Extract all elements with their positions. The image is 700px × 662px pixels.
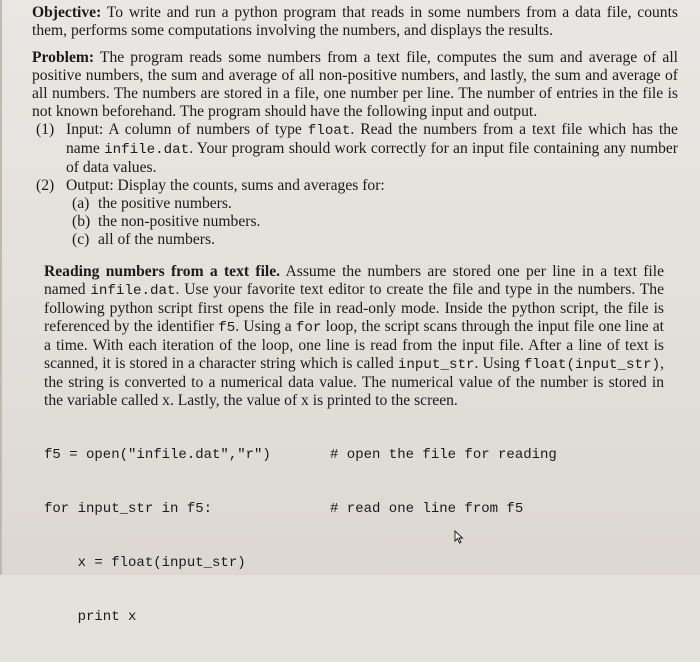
sublist-number: (c) <box>72 231 90 248</box>
requirements-list <box>32 121 678 249</box>
code-text: f5 = open("infile.dat","r") <box>44 447 271 463</box>
code-for: for <box>295 320 322 336</box>
objective-paragraph <box>32 4 678 40</box>
input-text-post: . Your program should work correctly for an input file containing any number of data values. <box>66 140 678 176</box>
code-line <box>44 554 678 572</box>
mouse-cursor-icon <box>454 530 464 544</box>
reading-paragraph <box>32 263 678 410</box>
problem-paragraph <box>32 49 678 121</box>
input-text-mid: . Read the numbers from a text file which has the name <box>66 121 678 157</box>
reading-text: . Using a <box>235 318 296 335</box>
input-text: Input: A column of numbers of type <box>66 121 308 138</box>
list-item-output <box>32 177 678 195</box>
sublist-text: all of the numbers. <box>98 231 215 248</box>
code-text: for input_str in f5: <box>44 501 213 517</box>
list-item <box>66 195 678 213</box>
code-block <box>32 410 678 662</box>
code-text: print x <box>44 609 137 625</box>
reading-text: . Using <box>474 355 524 372</box>
problem-label: Problem: <box>32 49 95 66</box>
code-line <box>44 446 678 464</box>
list-item <box>66 231 678 249</box>
sublist-text: the non-positive numbers. <box>98 213 261 230</box>
code-line <box>44 500 678 518</box>
list-item-input <box>32 121 678 177</box>
code-float-call: float(input_str) <box>523 357 661 373</box>
code-f5: f5 <box>218 320 236 336</box>
objective-text: To write and run a python program that reads in some numbers from a data file, counts them, performs some computations involving the numbers, and displays the results. <box>32 4 678 39</box>
output-sublist <box>66 195 678 249</box>
code-infile: infile.dat <box>104 142 190 158</box>
code-input-str: input_str <box>397 357 475 373</box>
sublist-number: (b) <box>72 213 91 230</box>
reading-label: Reading numbers from a text file. <box>44 263 281 280</box>
problem-text: The program reads some numbers from a text file, computes the sum and average of all positive numbers, the sum and average of all non-positive numbers, and lastly, the sum and average of all numbers. The numbers are stored in a file, one number per line. The number of entries in the file is not known beforehand. The program should have the following input and output. <box>32 49 678 120</box>
code-text: x = float(input_str) <box>44 555 246 571</box>
code-comment: # read one line from f5 <box>330 501 524 517</box>
output-text: Output: Display the counts, sums and averages for: <box>66 177 385 194</box>
reading-text: loop, the script scans through the input file one line at a time. With each iteration of the loop, one line is read from the input file. After a line of text is scanned, it is stored in a character string which is called <box>44 318 664 372</box>
sublist-number: (a) <box>72 195 90 212</box>
list-item-number: (1) <box>36 121 55 138</box>
sublist-text: the positive numbers. <box>98 195 232 212</box>
code-comment: # open the file for reading <box>330 447 557 463</box>
list-item-number: (2) <box>36 177 55 194</box>
reading-text: Assume the numbers are stored one per line in a text file named <box>44 263 664 298</box>
reading-text: . Use your favorite text editor to create the file and type in the numbers. The following python script first opens the file in read-only mode. Inside the python script, the file is referenced by the identifier <box>44 281 664 335</box>
objective-label: Objective: <box>32 4 102 21</box>
code-line <box>44 608 678 626</box>
reading-text: , the string is converted to a numerical data value. The numerical value of the number is stored in the variable called x. Lastly, the value of x is printed to the screen. <box>44 355 665 409</box>
code-infile: infile.dat <box>90 283 176 299</box>
code-float: float <box>307 123 351 139</box>
list-item <box>66 213 678 231</box>
